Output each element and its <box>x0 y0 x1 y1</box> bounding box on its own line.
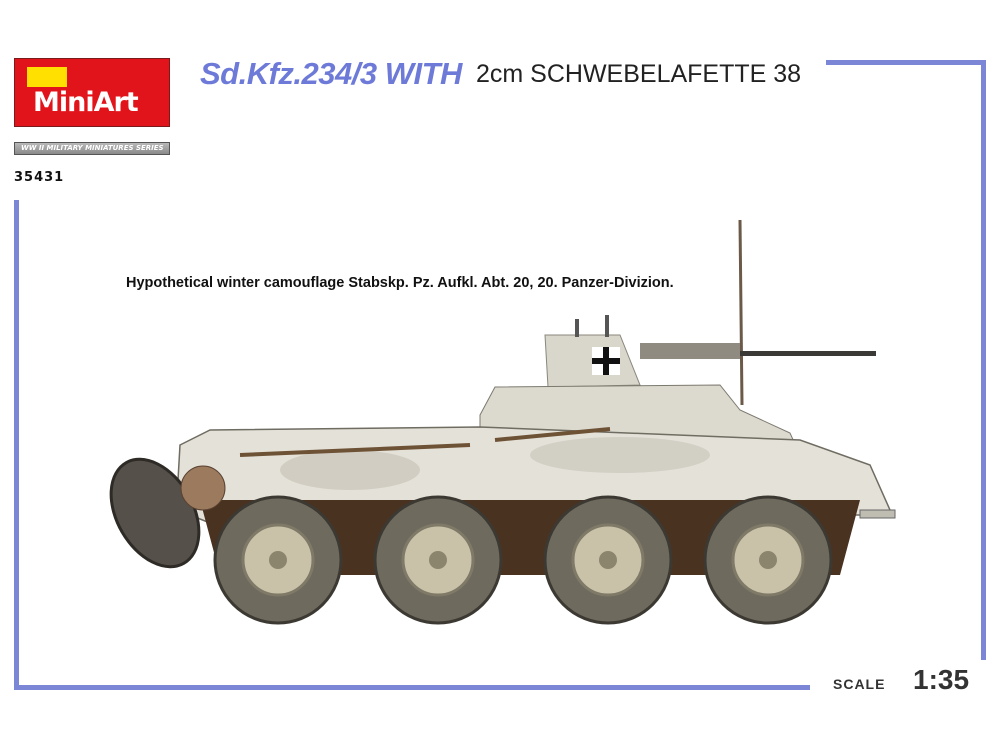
title-model: Sd.Kfz.234/3 WITH <box>200 56 462 91</box>
logo-flag-shape <box>27 67 67 87</box>
gun-breech <box>640 343 740 359</box>
turret-post <box>575 319 579 337</box>
camouflage-caption: Hypothetical winter camouflage Stabskp. Pz. Aufkl. Abt. 20, 20. Panzer-Divizion. <box>126 275 674 291</box>
wheel-1 <box>215 497 341 623</box>
camo-patch <box>530 437 710 473</box>
armored-car-illustration <box>100 215 900 635</box>
logo-text: MiniArt <box>33 87 138 118</box>
series-banner: WW II MILITARY MINIATURES SERIES <box>14 142 170 155</box>
balkenkreuz-icon <box>592 347 620 375</box>
wheel-2 <box>375 497 501 623</box>
frame-bottom <box>14 685 810 690</box>
frame-top-right <box>826 60 986 65</box>
scale-label: SCALE <box>833 676 886 692</box>
miniart-logo <box>14 58 170 127</box>
front-bumper <box>860 510 895 518</box>
scale-value: 1:35 <box>913 664 970 695</box>
camo-patch <box>280 450 420 490</box>
frame-left <box>14 200 19 690</box>
antenna <box>740 220 742 405</box>
wheel-4 <box>705 497 831 623</box>
title-variant: 2cm SCHWEBELAFETTE 38 <box>476 60 802 88</box>
turret-post-2 <box>605 315 609 337</box>
frame-right <box>981 60 986 660</box>
rear-canister <box>181 466 225 510</box>
kit-number: 35431 <box>14 170 65 185</box>
wheel-3 <box>545 497 671 623</box>
